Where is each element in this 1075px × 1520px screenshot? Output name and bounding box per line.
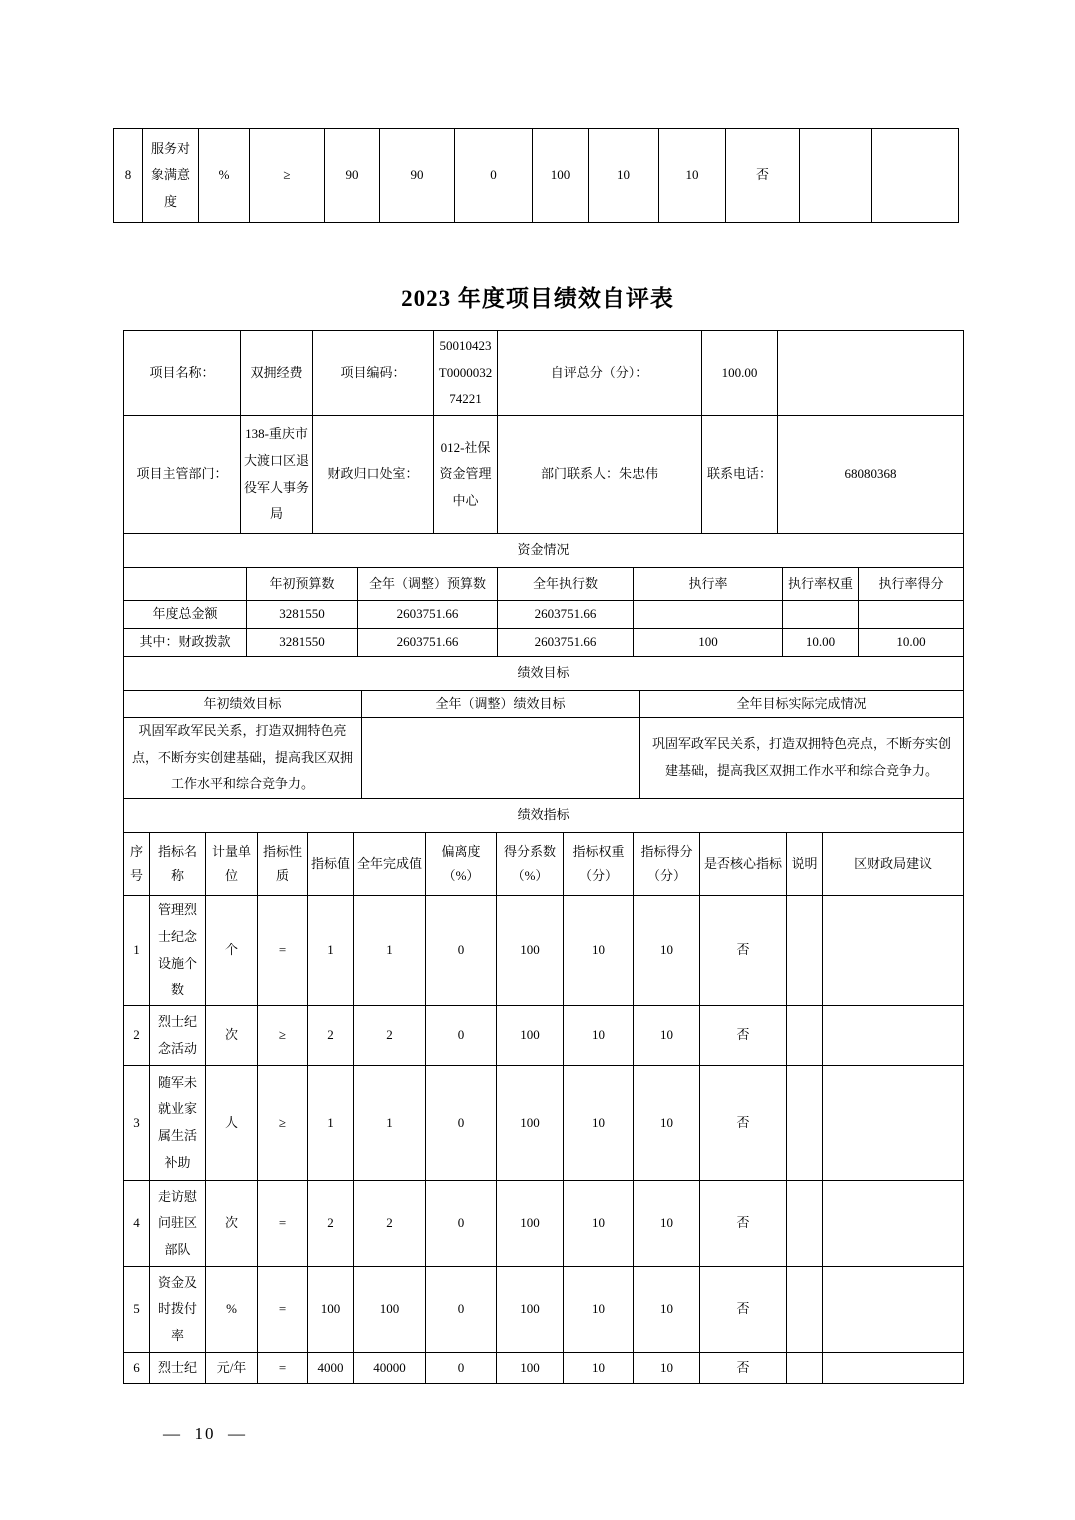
cell-seq: 8 [114, 129, 143, 223]
cell-unit: % [199, 129, 250, 223]
cell-is-core: 否 [700, 896, 787, 1006]
cell-is-core: 否 [700, 1181, 787, 1267]
cell-suggestion [823, 1181, 964, 1267]
col-header-initial-goal: 年初绩效目标 [124, 691, 362, 718]
cell-target-value: 90 [325, 129, 380, 223]
funding-row-fiscal [124, 629, 964, 657]
self-score-label: 自评总分（分）： [498, 331, 702, 416]
col-header-executed: 全年执行数 [498, 568, 634, 601]
cell-target-value: 2 [308, 1181, 354, 1267]
indicators-section-title: 绩效指标 [124, 799, 964, 833]
col-header-unit: 计量单位 [206, 833, 258, 896]
top-table [113, 128, 959, 223]
cell-indicator-name: 走访慰问驻区部队 [150, 1181, 206, 1267]
cell-target-value: 4000 [308, 1353, 354, 1384]
goals-header-row [124, 691, 964, 718]
cell-adjusted-budget: 2603751.66 [358, 629, 498, 657]
cell-completed-value: 100 [354, 1267, 426, 1353]
cell-score-coef: 100 [497, 1267, 564, 1353]
cell-seq: 2 [124, 1006, 150, 1066]
indicators-table [123, 798, 964, 1384]
cell-indicator-name: 随军未就业家属生活补助 [150, 1066, 206, 1181]
cell-initial-budget: 3281550 [247, 629, 358, 657]
table-row [124, 331, 964, 416]
cell-score: 10 [634, 1181, 700, 1267]
cell-nature: = [258, 1353, 308, 1384]
table-row [124, 416, 964, 534]
cell-is-core: 否 [700, 1006, 787, 1066]
cell-exec-rate-score [859, 601, 964, 629]
col-header-weight: 指标权重（分） [564, 833, 634, 896]
cell-indicator-name: 烈士纪念活动 [150, 1006, 206, 1066]
cell-is-core: 否 [726, 129, 800, 223]
cell-indicator-name: 资金及时拨付率 [150, 1267, 206, 1353]
cell-suggestion [823, 1006, 964, 1066]
funding-row-total [124, 601, 964, 629]
cell-weight: 10 [564, 1267, 634, 1353]
self-score-value: 100.00 [702, 331, 778, 416]
cell-completed-value: 1 [354, 1066, 426, 1181]
col-header-score: 指标得分（分） [634, 833, 700, 896]
cell-unit: 人 [206, 1066, 258, 1181]
cell-deviation: 0 [426, 1267, 497, 1353]
cell-unit: 次 [206, 1006, 258, 1066]
office-label: 财政归口处室： [313, 416, 434, 534]
cell-note [787, 1066, 823, 1181]
cell-score-coef: 100 [497, 896, 564, 1006]
goals-section-title: 绩效目标 [124, 657, 964, 691]
page-title: 2023 年度项目绩效自评表 [401, 286, 674, 311]
col-header-blank [124, 568, 247, 601]
col-header-exec-rate-weight: 执行率权重 [783, 568, 859, 601]
col-header-actual-completion: 全年目标实际完成情况 [640, 691, 964, 718]
cell-weight: 10 [564, 1006, 634, 1066]
cell-is-core: 否 [700, 1353, 787, 1384]
cell-unit: 个 [206, 896, 258, 1006]
section-header-row [124, 657, 964, 691]
cell-weight: 10 [589, 129, 659, 223]
cell-is-core: 否 [700, 1267, 787, 1353]
col-header-seq: 序号 [124, 833, 150, 896]
row-label: 年度总金额 [124, 601, 247, 629]
project-name-value: 双拥经费 [241, 331, 313, 416]
cell-completed-value: 1 [354, 896, 426, 1006]
cell-unit: % [206, 1267, 258, 1353]
col-header-adjusted-budget: 全年（调整）预算数 [358, 568, 498, 601]
col-header-exec-rate-score: 执行率得分 [859, 568, 964, 601]
cell-deviation: 0 [455, 129, 533, 223]
cell-is-core: 否 [700, 1066, 787, 1181]
project-code-value: 50010423T000003274221 [434, 331, 498, 416]
cell-deviation: 0 [426, 1353, 497, 1384]
col-header-deviation: 偏离度（%） [426, 833, 497, 896]
cell-target-value: 100 [308, 1267, 354, 1353]
cell-note [787, 1181, 823, 1267]
cell-adjusted-budget: 2603751.66 [358, 601, 498, 629]
cell-indicator-name: 管理烈士纪念设施个数 [150, 896, 206, 1006]
cell-score: 10 [634, 896, 700, 1006]
cell-score-coef: 100 [497, 1066, 564, 1181]
cell-deviation: 0 [426, 896, 497, 1006]
previous-page-indicator-table [113, 128, 958, 223]
cell-completed-value: 2 [354, 1006, 426, 1066]
cell-note [787, 1353, 823, 1384]
cell-nature: ≥ [258, 1066, 308, 1181]
cell-exec-rate: 100 [634, 629, 783, 657]
cell-score-coef: 100 [533, 129, 589, 223]
cell-score: 10 [634, 1267, 700, 1353]
adjusted-goal-text [362, 718, 640, 799]
col-header-name: 指标名称 [150, 833, 206, 896]
col-header-is-core: 是否核心指标 [700, 833, 787, 896]
cell-seq: 3 [124, 1066, 150, 1181]
section-header-row [124, 799, 964, 833]
cell-target-value: 1 [308, 896, 354, 1006]
cell-executed: 2603751.66 [498, 601, 634, 629]
cell-score: 10 [659, 129, 726, 223]
contact-cell: 部门联系人：朱忠伟 [498, 416, 702, 534]
initial-goal-text: 巩固军政军民关系，打造双拥特色亮点，不断夯实创建基础，提高我区双拥工作水平和综合竞争力。 [124, 718, 362, 799]
funding-header-row [124, 568, 964, 601]
office-value: 012-社保资金管理中心 [434, 416, 498, 534]
cell-deviation: 0 [426, 1181, 497, 1267]
phone-value: 68080368 [778, 416, 964, 534]
cell-exec-rate-score: 10.00 [859, 629, 964, 657]
cell-indicator-name: 烈士纪 [150, 1353, 206, 1384]
self-evaluation-table [123, 330, 963, 1384]
cell-target-value: 2 [308, 1006, 354, 1066]
cell-completed-value: 40000 [354, 1353, 426, 1384]
empty-cell [778, 331, 964, 416]
col-header-nature: 指标性质 [258, 833, 308, 896]
indicator-row [124, 1066, 964, 1181]
col-header-exec-rate: 执行率 [634, 568, 783, 601]
dept-value: 138-重庆市大渡口区退役军人事务局 [241, 416, 313, 534]
cell-suggestion [823, 896, 964, 1006]
cell-initial-budget: 3281550 [247, 601, 358, 629]
cell-exec-rate-weight: 10.00 [783, 629, 859, 657]
col-header-score-coef: 得分系数（%） [497, 833, 564, 896]
cell-nature: = [258, 1267, 308, 1353]
cell-note [787, 1267, 823, 1353]
cell-executed: 2603751.66 [498, 629, 634, 657]
cell-score: 10 [634, 1353, 700, 1384]
cell-completed-value: 90 [380, 129, 455, 223]
indicator-row [124, 1181, 964, 1267]
cell-score-coef: 100 [497, 1181, 564, 1267]
section-header-row [124, 534, 964, 568]
col-header-suggestion: 区财政局建议 [823, 833, 964, 896]
dept-label: 项目主管部门： [124, 416, 241, 534]
funding-section-title: 资金情况 [124, 534, 964, 568]
cell-score: 10 [634, 1066, 700, 1181]
cell-seq: 4 [124, 1181, 150, 1267]
cell-completed-value: 2 [354, 1181, 426, 1267]
project-info-table [123, 330, 964, 534]
cell-weight: 10 [564, 1353, 634, 1384]
cell-seq: 5 [124, 1267, 150, 1353]
cell-unit: 元/年 [206, 1353, 258, 1384]
row-label: 其中：财政拨款 [124, 629, 247, 657]
col-header-completed: 全年完成值 [354, 833, 426, 896]
col-header-adjusted-goal: 全年（调整）绩效目标 [362, 691, 640, 718]
cell-weight: 10 [564, 896, 634, 1006]
cell-suggestion [823, 1066, 964, 1181]
col-header-initial-budget: 年初预算数 [247, 568, 358, 601]
cell-nature: ≥ [258, 1006, 308, 1066]
page-number: — 10 — [163, 1424, 247, 1443]
indicator-row [124, 896, 964, 1006]
cell-suggestion [872, 129, 959, 223]
cell-seq: 1 [124, 896, 150, 1006]
indicator-row [124, 1267, 964, 1353]
cell-suggestion [823, 1353, 964, 1384]
cell-note [787, 896, 823, 1006]
cell-weight: 10 [564, 1181, 634, 1267]
project-code-label: 项目编码： [313, 331, 434, 416]
indicators-header-row [124, 833, 964, 896]
funding-table [123, 533, 964, 657]
phone-label: 联系电话： [702, 416, 778, 534]
goals-table [123, 656, 964, 799]
indicator-row [124, 1353, 964, 1384]
cell-exec-rate-weight [783, 601, 859, 629]
cell-seq: 6 [124, 1353, 150, 1384]
col-header-target: 指标值 [308, 833, 354, 896]
cell-nature: ≥ [250, 129, 325, 223]
cell-note [787, 1006, 823, 1066]
actual-completion-text: 巩固军政军民关系，打造双拥特色亮点，不断夯实创建基础，提高我区双拥工作水平和综合竞争力。 [640, 718, 964, 799]
indicator-row [124, 1006, 964, 1066]
cell-unit: 次 [206, 1181, 258, 1267]
cell-note [800, 129, 872, 223]
cell-exec-rate [634, 601, 783, 629]
cell-target-value: 1 [308, 1066, 354, 1181]
cell-score-coef: 100 [497, 1353, 564, 1384]
cell-weight: 10 [564, 1066, 634, 1181]
cell-deviation: 0 [426, 1006, 497, 1066]
cell-indicator-name: 服务对象满意度 [143, 129, 199, 223]
goals-content-row [124, 718, 964, 799]
table-row [114, 129, 959, 223]
cell-nature: = [258, 1181, 308, 1267]
cell-deviation: 0 [426, 1066, 497, 1181]
project-name-label: 项目名称： [124, 331, 241, 416]
cell-suggestion [823, 1267, 964, 1353]
cell-score-coef: 100 [497, 1006, 564, 1066]
col-header-note: 说明 [787, 833, 823, 896]
cell-score: 10 [634, 1006, 700, 1066]
cell-nature: = [258, 896, 308, 1006]
